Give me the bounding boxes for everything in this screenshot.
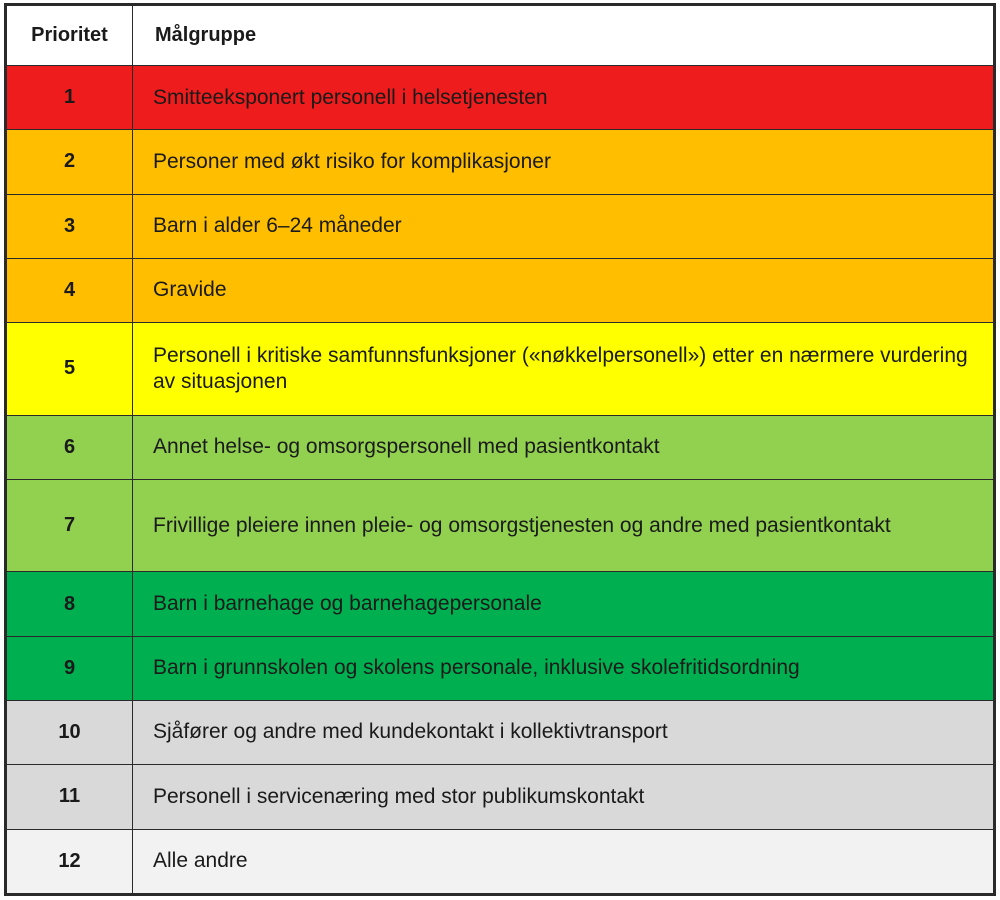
table-body xyxy=(7,66,994,894)
target-group-cell: Barn i alder 6–24 måneder xyxy=(133,194,994,258)
priority-table-container xyxy=(4,3,996,896)
target-group-cell: Personell i servicenæring med stor publikumskontakt xyxy=(133,765,994,829)
target-group-cell: Smitteeksponert personell i helsetjenesten xyxy=(133,66,994,130)
target-group-cell: Sjåfører og andre med kundekontakt i kollektivtransport xyxy=(133,700,994,764)
table-row xyxy=(7,194,994,258)
priority-cell: 9 xyxy=(7,636,133,700)
table-row xyxy=(7,479,994,571)
priority-cell: 3 xyxy=(7,194,133,258)
table-row xyxy=(7,258,994,322)
header-target-group: Målgruppe xyxy=(133,6,994,66)
table-row xyxy=(7,636,994,700)
table-row xyxy=(7,829,994,893)
priority-cell: 10 xyxy=(7,700,133,764)
target-group-cell: Barn i grunnskolen og skolens personale, inklusive skolefritidsordning xyxy=(133,636,994,700)
table-row xyxy=(7,323,994,415)
priority-cell: 11 xyxy=(7,765,133,829)
priority-cell: 12 xyxy=(7,829,133,893)
priority-cell: 4 xyxy=(7,258,133,322)
table-row xyxy=(7,700,994,764)
target-group-cell: Personell i kritiske samfunnsfunksjoner («nøkkelpersonell») etter en nærmere vurdering av situasjonen xyxy=(133,323,994,415)
priority-cell: 8 xyxy=(7,572,133,636)
table-header-row xyxy=(7,6,994,66)
table-row xyxy=(7,415,994,479)
priority-cell: 5 xyxy=(7,323,133,415)
priority-cell: 2 xyxy=(7,130,133,194)
target-group-cell: Annet helse- og omsorgspersonell med pasientkontakt xyxy=(133,415,994,479)
target-group-cell: Personer med økt risiko for komplikasjoner xyxy=(133,130,994,194)
header-priority: Prioritet xyxy=(7,6,133,66)
target-group-cell: Gravide xyxy=(133,258,994,322)
table-row xyxy=(7,572,994,636)
table-row xyxy=(7,765,994,829)
table-row xyxy=(7,130,994,194)
priority-cell: 7 xyxy=(7,479,133,571)
target-group-cell: Alle andre xyxy=(133,829,994,893)
target-group-cell: Frivillige pleiere innen pleie- og omsorgstjenesten og andre med pasientkontakt xyxy=(133,479,994,571)
target-group-cell: Barn i barnehage og barnehagepersonale xyxy=(133,572,994,636)
priority-cell: 1 xyxy=(7,66,133,130)
table-row xyxy=(7,66,994,130)
priority-cell: 6 xyxy=(7,415,133,479)
priority-table xyxy=(6,5,994,894)
